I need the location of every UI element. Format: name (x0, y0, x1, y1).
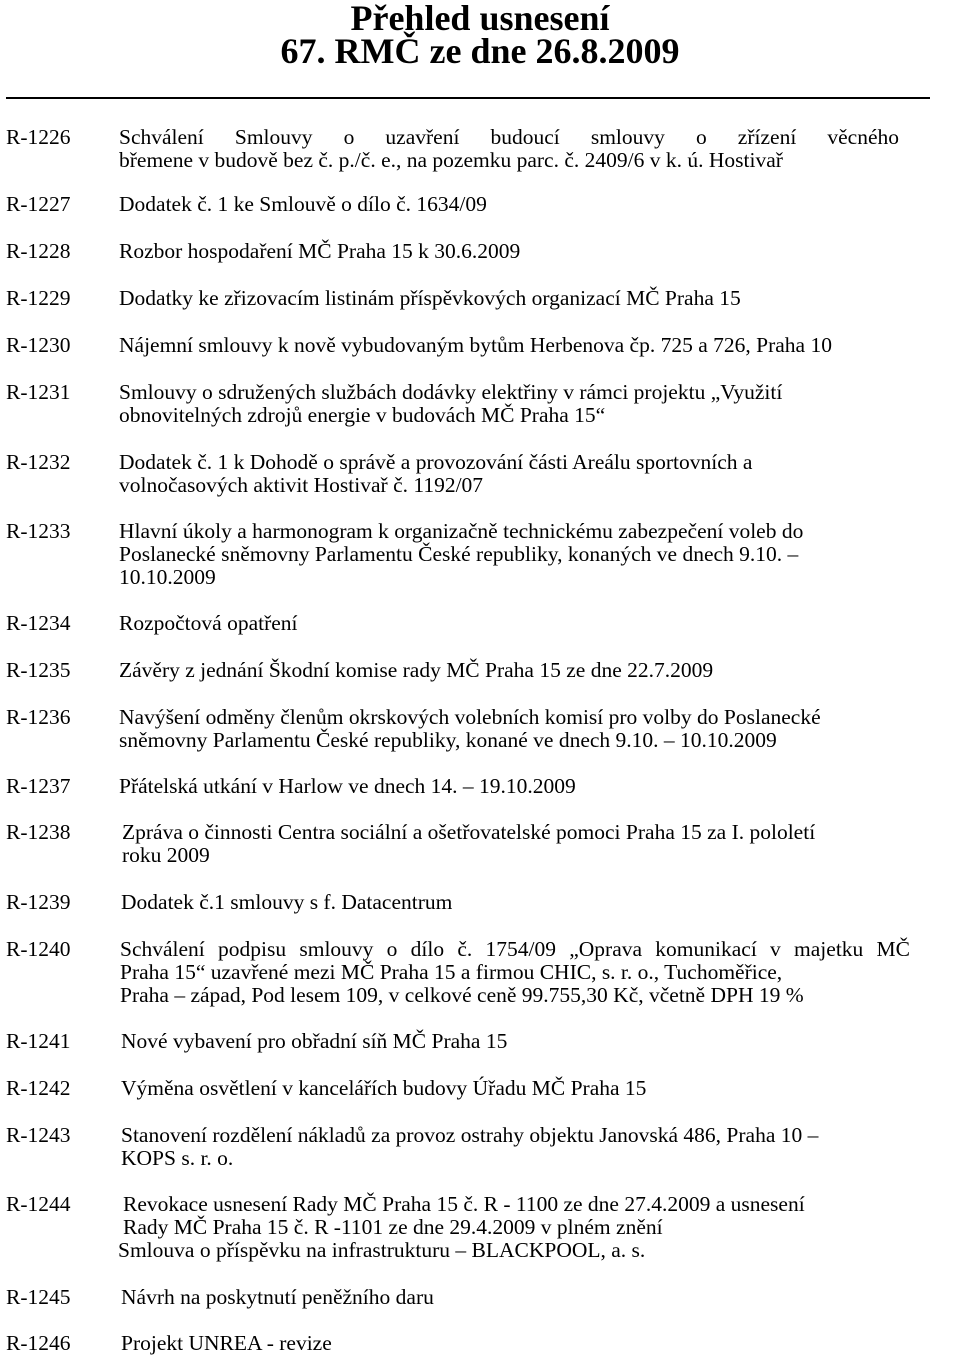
resolution-text (119, 126, 899, 172)
resolution-number: R-1227 (6, 192, 71, 216)
resolution-text-line: Výměna osvětlení v kancelářích budovy Úřadu MČ Praha 15 (121, 1076, 647, 1100)
document-subtitle: 67. RMČ ze dne 26.8.2009 (280, 31, 680, 71)
resolution-text (120, 938, 940, 1007)
resolution-text (119, 334, 959, 357)
resolution-text-line: Dodatek č. 1 ke Smlouvě o dílo č. 1634/09 (119, 192, 487, 216)
resolution-text (121, 1124, 960, 1170)
resolution-text (121, 891, 960, 914)
resolution-text-line: sněmovny Parlamentu České republiky, konané ve dnech 9.10. – 10.10.2009 (119, 728, 777, 752)
resolution-text (119, 287, 959, 310)
resolution-number: R-1246 (6, 1331, 71, 1355)
resolution-text-line: 10.10.2009 (119, 565, 216, 589)
resolution-text (119, 612, 959, 635)
resolution-number: R-1229 (6, 286, 71, 310)
resolution-text-line: roku 2009 (122, 843, 210, 867)
resolution-number: R-1226 (6, 125, 71, 149)
resolution-number: R-1228 (6, 239, 71, 263)
resolution-text (119, 520, 959, 589)
resolution-text-line: Rady MČ Praha 15 č. R -1101 ze dne 29.4.2009 v plném znění (123, 1215, 663, 1239)
resolution-text-line: Dodatky ke zřizovacím listinám příspěvkových organizací MČ Praha 15 (119, 286, 741, 310)
resolution-text-line: obnovitelných zdrojů energie v budovách MČ Praha 15“ (119, 403, 606, 427)
resolution-text-line: Schválení podpisu smlouvy o dílo č. 1754/09 „Oprava komunikací v majetku MČ (120, 937, 910, 961)
resolution-text (122, 821, 960, 867)
resolution-text-line: Projekt UNREA - revize (121, 1331, 332, 1355)
resolution-number: R-1239 (6, 890, 71, 914)
resolution-number: R-1237 (6, 774, 71, 798)
resolution-text (119, 240, 959, 263)
resolution-text-line: Přátelská utkání v Harlow ve dnech 14. – 19.10.2009 (119, 774, 576, 798)
resolution-text-line: Rozbor hospodaření MČ Praha 15 k 30.6.2009 (119, 239, 521, 263)
resolution-number: R-1244 (6, 1192, 71, 1216)
resolution-number: R-1241 (6, 1029, 71, 1053)
resolution-text-line: Nájemní smlouvy k nově vybudovaným bytům Herbenova čp. 725 a 726, Praha 10 (119, 333, 832, 357)
resolution-text-line: Nové vybavení pro obřadní síň MČ Praha 15 (121, 1029, 508, 1053)
resolution-text-line: Dodatek č. 1 k Dohodě o správě a provozování části Areálu sportovních a (119, 450, 753, 474)
resolution-text (119, 451, 959, 497)
resolution-text-line: Závěry z jednání Škodní komise rady MČ Praha 15 ze dne 22.7.2009 (119, 658, 714, 682)
resolution-text-line: KOPS s. r. o. (121, 1146, 234, 1170)
resolution-number: R-1233 (6, 519, 71, 543)
resolution-number: R-1240 (6, 937, 71, 961)
resolution-text-line: břemene v budově bez č. p./č. e., na pozemku parc. č. 2409/6 v k. ú. Hostivař (119, 148, 783, 172)
resolution-text (121, 1332, 960, 1355)
resolution-text-line: Návrh na poskytnutí peněžního daru (121, 1285, 434, 1309)
resolution-text-line: Praha – západ, Pod lesem 109, v celkové ceně 99.755,30 Kč, včetně DPH 19 % (120, 983, 804, 1007)
resolution-text-line: Zpráva o činnosti Centra sociální a ošetřovatelské pomoci Praha 15 za I. pololetí (122, 820, 816, 844)
resolution-text-line: Dodatek č.1 smlouvy s f. Datacentrum (121, 890, 453, 914)
resolution-text-line: Stanovení rozdělení nákladů za provoz ostrahy objektu Janovská 486, Praha 10 – (121, 1123, 819, 1147)
resolution-text (119, 193, 959, 216)
resolution-number: R-1230 (6, 333, 71, 357)
resolution-text (121, 1286, 960, 1309)
resolution-number: R-1232 (6, 450, 71, 474)
resolution-text-line: volnočasových aktivit Hostivař č. 1192/07 (119, 473, 484, 497)
document-title: Přehled usnesení (350, 0, 610, 38)
resolution-text (119, 381, 959, 427)
resolution-text-line: Praha 15“ uzavřené mezi MČ Praha 15 a firmou CHIC, s. r. o., Tuchoměřice, (120, 960, 783, 984)
resolution-number: R-1236 (6, 705, 71, 729)
resolution-number: R-1234 (6, 611, 71, 635)
resolution-number: R-1243 (6, 1123, 71, 1147)
resolution-number: R-1238 (6, 820, 71, 844)
resolution-text-line: Hlavní úkoly a harmonogram k organizačně technickému zabezpečení voleb do (119, 519, 804, 543)
resolution-text-line: Smlouvy o sdružených službách dodávky elektřiny v rámci projektu „Využití (119, 380, 783, 404)
resolution-text-line: Navýšení odměny členům okrskových volebních komisí pro volby do Poslanecké (119, 705, 821, 729)
resolution-number: R-1235 (6, 658, 71, 682)
resolution-text-line: Poslanecké sněmovny Parlamentu České republiky, konaných ve dnech 9.10. – (119, 542, 799, 566)
title-underline (6, 97, 930, 99)
resolution-text (119, 659, 959, 682)
resolution-number: R-1242 (6, 1076, 71, 1100)
resolution-text-line: Schválení Smlouvy o uzavření budoucí smlouvy o zřízení věcného (119, 125, 899, 149)
resolution-text-line: Revokace usnesení Rady MČ Praha 15 č. R - 1100 ze dne 27.4.2009 a usnesení (123, 1192, 805, 1216)
resolution-text (119, 706, 959, 752)
resolution-number: R-1231 (6, 380, 71, 404)
resolution-text (121, 1077, 960, 1100)
resolution-text-line: Smlouva o příspěvku na infrastrukturu – BLACKPOOL, a. s. (118, 1238, 646, 1262)
resolution-text (121, 1030, 960, 1053)
resolution-text (118, 1192, 960, 1262)
resolution-text-line: Rozpočtová opatření (119, 611, 298, 635)
resolution-text (119, 775, 959, 798)
resolution-number: R-1245 (6, 1285, 71, 1309)
